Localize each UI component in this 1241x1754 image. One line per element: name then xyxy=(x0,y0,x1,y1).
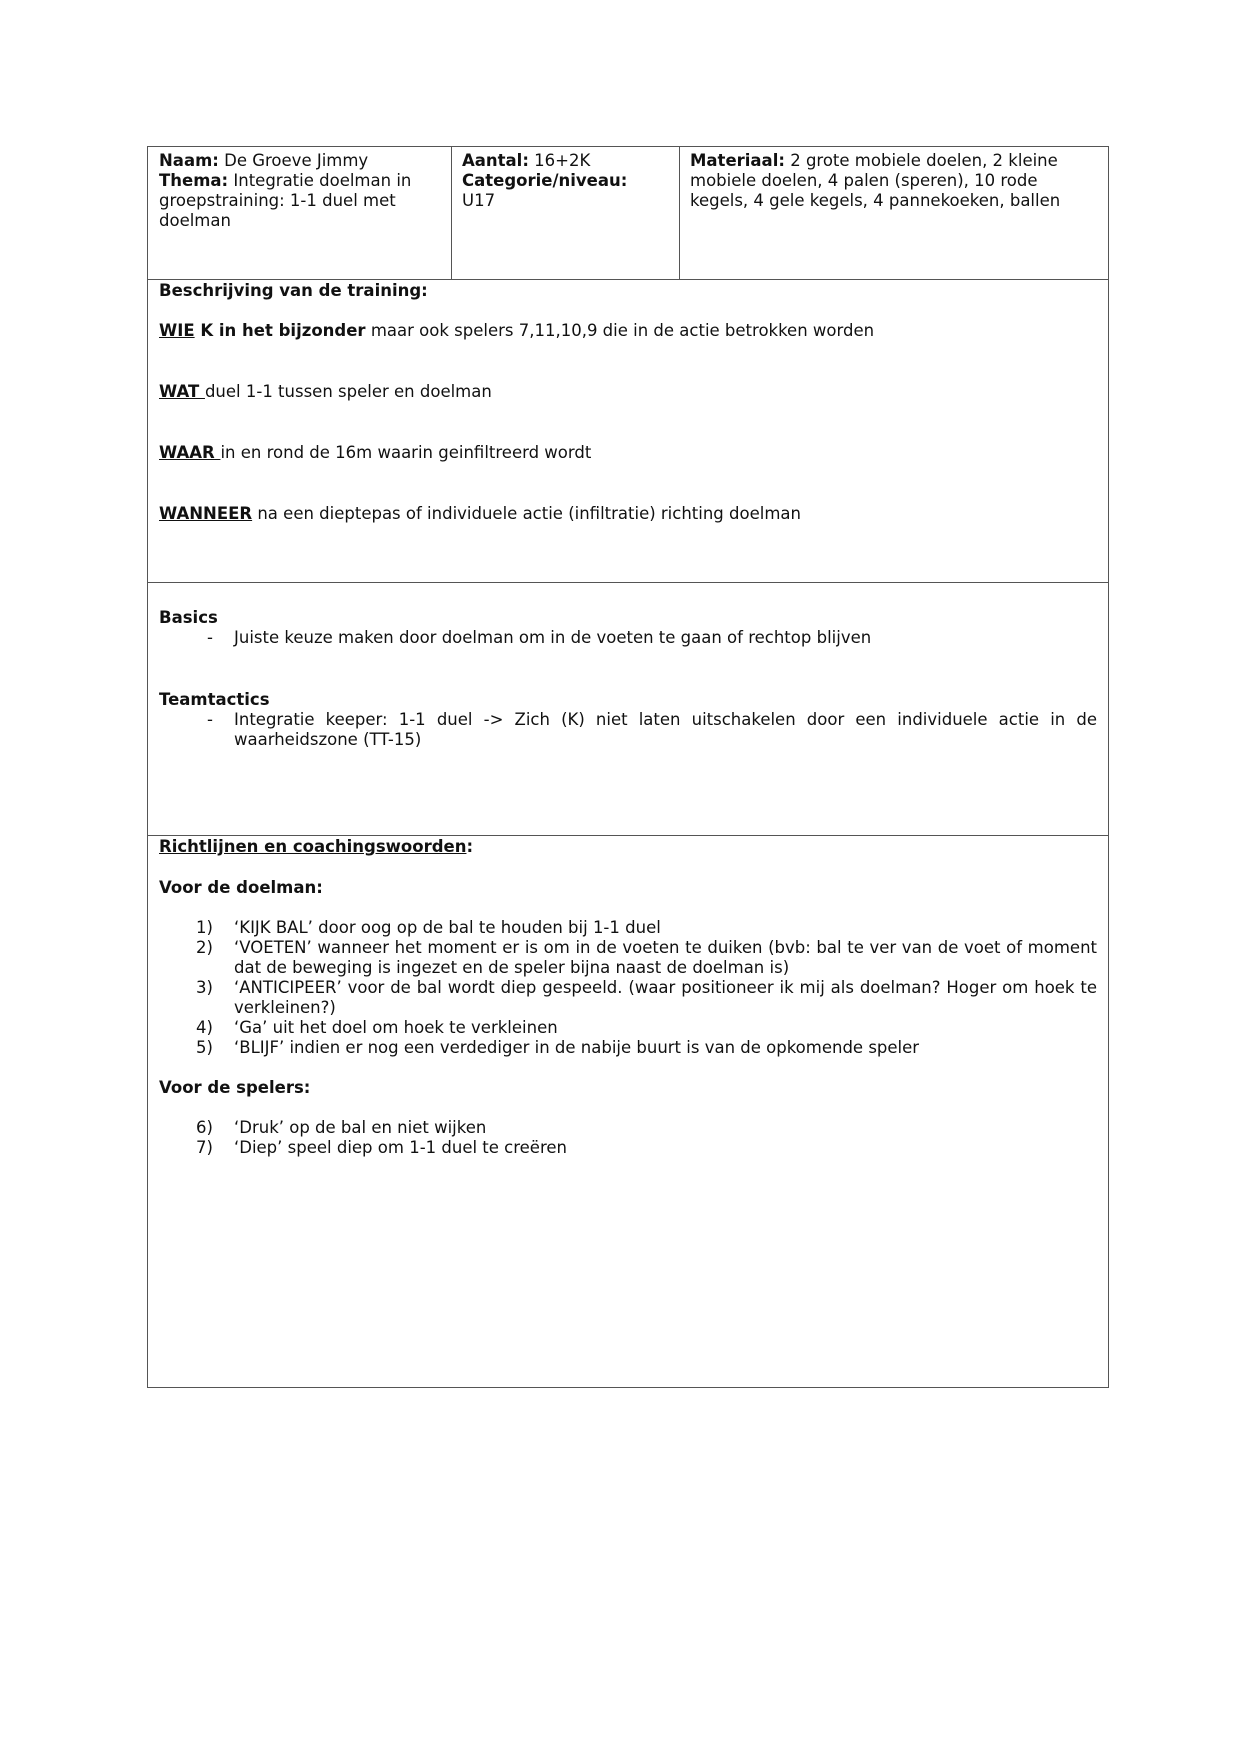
wie-label: WIE xyxy=(159,321,195,340)
wanneer-text: na een dieptepas of individuele actie (infiltratie) richting doelman xyxy=(252,504,801,523)
list-item xyxy=(159,1138,1097,1158)
list-item xyxy=(159,1018,1097,1038)
aantal-categorie-cell xyxy=(451,147,680,280)
wie-text: maar ook spelers 7,11,10,9 die in de actie betrokken worden xyxy=(365,321,875,340)
wat-line xyxy=(159,382,1097,402)
list-item xyxy=(159,710,1097,750)
coaching-row xyxy=(148,835,1108,1387)
basics-list xyxy=(159,628,1097,648)
basics-item-text: Juiste keuze maken door doelman om in de voeten te gaan of rechtop blijven xyxy=(234,628,872,647)
aantal-value: 16+2K xyxy=(528,151,591,170)
item-number: 6) xyxy=(196,1118,213,1137)
coaching-title-colon: : xyxy=(466,837,474,856)
thema-value-line2: groepstraining: 1-1 duel met xyxy=(159,191,396,210)
item-text: ‘ANTICIPEER’ voor de bal wordt diep gespeeld. (waar positioneer ik mij als doelman? Hoger om hoek te verkleinen?) xyxy=(234,978,1097,1017)
item-number: 4) xyxy=(196,1018,213,1037)
materiaal-value-line2: mobiele doelen, 4 palen (speren), 10 rode xyxy=(690,171,1038,190)
naam-line xyxy=(159,151,440,171)
item-number: 7) xyxy=(196,1138,213,1157)
list-item xyxy=(159,1118,1097,1138)
item-number: 3) xyxy=(196,978,213,997)
item-text: ‘Diep’ speel diep om 1-1 duel te creëren xyxy=(234,1138,567,1157)
item-text: ‘KIJK BAL’ door oog op de bal te houden bij 1-1 duel xyxy=(234,918,661,937)
item-number: 1) xyxy=(196,918,213,937)
wanneer-label: WANNEER xyxy=(159,504,253,523)
basics-title: Basics xyxy=(159,608,218,627)
thema-label: Thema: xyxy=(159,171,229,190)
naam-label: Naam: xyxy=(159,151,219,170)
spelers-list xyxy=(159,1118,1097,1158)
teamtactics-item-text: Integratie keeper: 1-1 duel -> Zich (K) niet laten uitschakelen door een individuele actie in de waarheidszone (TT-15) xyxy=(234,710,1097,749)
basics-content xyxy=(148,608,1108,750)
description-row xyxy=(148,279,1108,583)
thema-value-line3: doelman xyxy=(159,211,231,230)
materiaal-cell xyxy=(679,147,1109,280)
wanneer-line xyxy=(159,504,1097,524)
wie-line xyxy=(159,321,1097,341)
wat-label: WAT xyxy=(159,382,205,401)
list-item xyxy=(159,918,1097,938)
aantal-line xyxy=(462,151,668,171)
basics-row xyxy=(148,582,1108,836)
bullet-dash: - xyxy=(207,628,213,647)
list-item xyxy=(159,628,1097,648)
item-text: ‘Ga’ uit het doel om hoek te verkleinen xyxy=(234,1018,558,1037)
bullet-dash: - xyxy=(207,710,213,729)
doelman-title: Voor de doelman: xyxy=(159,878,323,897)
materiaal-value-line3: kegels, 4 gele kegels, 4 pannekoeken, ballen xyxy=(690,191,1061,210)
waar-line xyxy=(159,443,1097,463)
categorie-value: U17 xyxy=(462,191,496,210)
item-number: 2) xyxy=(196,938,213,957)
doelman-list xyxy=(159,918,1097,1058)
list-item xyxy=(159,1038,1097,1058)
coaching-title xyxy=(159,837,1097,857)
description-title: Beschrijving van de training: xyxy=(159,281,428,300)
item-number: 5) xyxy=(196,1038,213,1057)
header-row xyxy=(148,147,1108,280)
wat-text: duel 1-1 tussen speler en doelman xyxy=(204,382,492,401)
teamtactics-title: Teamtactics xyxy=(159,690,270,709)
naam-value: De Groeve Jimmy xyxy=(218,151,369,170)
item-text: ‘VOETEN’ wanneer het moment er is om in de voeten te duiken (bvb: bal te ver van de voet of moment dat de beweging is ingezet en de speler bijna naast de doelman is) xyxy=(234,938,1097,977)
item-text: ‘BLIJF’ indien er nog een verdediger in de nabije buurt is van de opkomende speler xyxy=(234,1038,920,1057)
waar-label: WAAR xyxy=(159,443,221,462)
categorie-label-text: Categorie/niveau: xyxy=(462,171,628,190)
naam-thema-cell xyxy=(148,147,452,280)
aantal-label: Aantal: xyxy=(462,151,529,170)
coaching-content xyxy=(148,837,1108,1158)
materiaal-value-line1: 2 grote mobiele doelen, 2 kleine xyxy=(784,151,1058,170)
list-item xyxy=(159,938,1097,978)
item-text: ‘Druk’ op de bal en niet wijken xyxy=(234,1118,487,1137)
training-sheet-table xyxy=(147,146,1109,1388)
materiaal-label: Materiaal: xyxy=(690,151,785,170)
list-item xyxy=(159,978,1097,1018)
spelers-title: Voor de spelers: xyxy=(159,1078,311,1097)
wie-bold-text: K in het bijzonder xyxy=(194,321,366,340)
categorie-label xyxy=(462,171,668,191)
thema-line xyxy=(159,171,440,191)
materiaal-line xyxy=(690,151,1098,171)
waar-text: in en rond de 16m waarin geinfiltreerd wordt xyxy=(220,443,592,462)
teamtactics-list xyxy=(159,710,1097,750)
coaching-title-text: Richtlijnen en coachingswoorden xyxy=(159,837,467,856)
thema-value-line1: Integratie doelman in xyxy=(228,171,412,190)
